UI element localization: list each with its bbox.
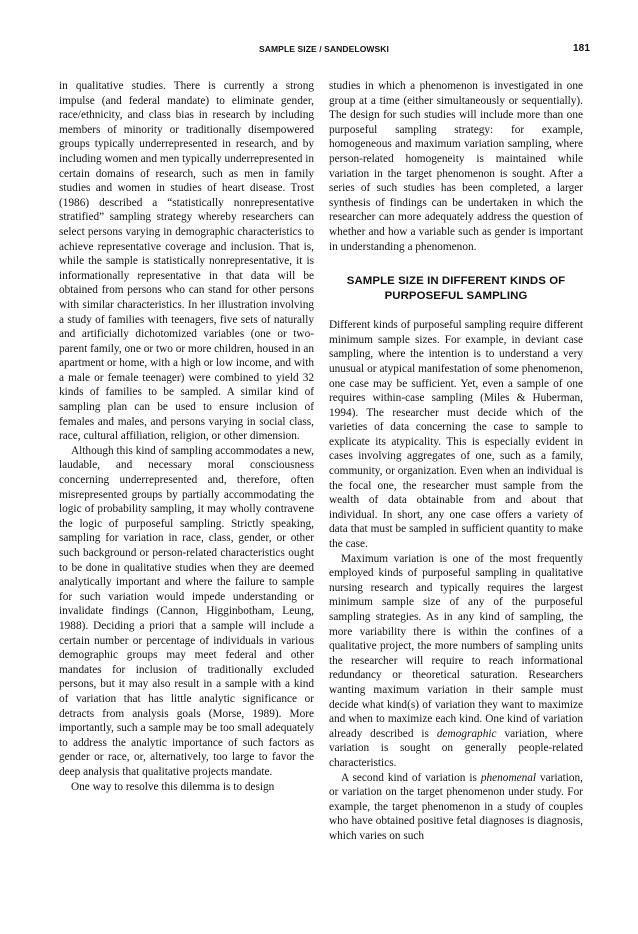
section-heading bbox=[329, 274, 583, 304]
running-head bbox=[58, 43, 590, 57]
left-column bbox=[59, 79, 314, 794]
paragraph: Although this kind of sampling accommodates a new, laudable, and necessary moral consciousness concerning underrepresented and, therefore, often misrepresented groups by partially accommodating the logic of probability sampling, it may wholly contravene the logic of purposeful sampling. Strictly speaking, sampling for variation in race, class, gender, or other such background or person-related characteristics ought to be done in qualitative studies when they are deemed analytically important and where the failure to sample for such variation would impede understanding or invalidate findings (Cannon, Higginbotham, Leung, 1988). Deciding a priori that a sample will include a certain number or percentage of individuals in various demographic groups may meet federal and other mandates for inclusion of traditionally excluded persons, but it may also result in a sample with a kind of variation that has little analytic significance or detracts from analysis goals (Morse, 1989). More importantly, such a sample may be too small adequately to address the analytic importance of such factors as gender or race, or, alternatively, too large to favor the deep analysis that qualitative projects mandate. bbox=[59, 444, 314, 778]
section-heading-line: PURPOSEFUL SAMPLING bbox=[384, 290, 528, 303]
section-heading-line: SAMPLE SIZE IN DIFFERENT KINDS OF bbox=[346, 275, 566, 288]
paragraph-continued: studies in which a phenomenon is investigated in one group at a time (either simultaneously or sequentially). The design for such studies will include more than one purposeful sampling strategy: for example, homogeneous and maximum variation sampling, where person-related homogeneity is maintained while variation in the target phenomenon is sought. After a series of such studies has been completed, a larger synthesis of findings can be undertaken in which the researcher can more adequately address the question of whether and how a variable such as gender is important in understanding a phenomenon. bbox=[329, 80, 583, 253]
paragraph: Different kinds of purposeful sampling require different minimum sample sizes. For example, in deviant case sampling, where the intention is to understand a very unusual or atypical manifestation of some phenomenon, one case may be sufficient. Yet, even a sample of one requires within-case sampling (Miles & Huberman, 1994). The researcher must decide which of the varieties of data concerning the case to sample to explicate its atypicality. This is especially evident in cases involving aggregates of one, such as a family, community, or organization. Even when an individual is the focal one, the researcher must sample from the wealth of data obtainable from and about that individual. In short, any one case offers a variety of data that must be sampled in sufficient quantity to make the case. bbox=[329, 319, 583, 551]
paragraph-text: variation, where variation is sought on generally people-related characteristics. bbox=[329, 727, 583, 769]
running-head-title: SAMPLE SIZE / SANDELOWSKI bbox=[258, 44, 389, 54]
paragraph-text: Maximum variation is one of the most frequently employed kinds of purposeful sampling in qualitative nursing research and typically requires the largest minimum sample size of any of the purposeful sampling strategies. As in any kind of sampling, the more variability there is within the confines of a qualitative project, the more numbers of sampling units the researcher will require to reach informational redundancy or theoretical saturation. Researchers wanting maximum variation in their sample must decide what kind(s) of variation they want to maximize and when to maximize each kind. One kind of variation already described is bbox=[329, 552, 583, 740]
emphasis-text: demographic bbox=[436, 727, 497, 740]
paragraph: One way to resolve this dilemma is to design bbox=[71, 780, 275, 793]
page-number: 181 bbox=[573, 43, 590, 54]
paragraph bbox=[329, 771, 583, 844]
right-column bbox=[329, 79, 583, 844]
paragraph-text: A second kind of variation is bbox=[341, 771, 481, 784]
paragraph bbox=[329, 552, 583, 771]
emphasis-text: phenomenal bbox=[480, 771, 537, 784]
paragraph-continued: in qualitative studies. There is currently a strong impulse (and federal mandate) to eliminate gender, race/ethnicity, and class bias in research by including members of minority or traditionally disempowered groups typically underrepresented in research, and by including women and men typically underrepresented in certain domains of research, such as men in family studies and women in studies of heart disease. Trost (1986) described a “statistically nonrepresentative stratified” sampling strategy whereby researchers can select persons varying in demographic characteristics to achieve representative coverage and inclusion. That is, while the sample is statistically nonrepresentative, it is informationally representative in that data will be obtained from persons who can stand for other persons with similar characteristics. In her illustration involving a study of families with teenagers, five sets of naturally and artificially dichotomized variables (one or two-parent family, one or two or more children, housed in an apartment or home, with a high or low income, and with a male or female teenager) were combined to yield 32 kinds of families to be sampled. A similar kind of sampling plan can be used to ensure inclusion of females and males, and persons varying in social class, race, cultural affiliation, religion, or other dimension. bbox=[59, 80, 314, 443]
paragraph-text: variation, or variation on the target phenomenon under study. For example, the target phenomenon in a study of couples who have obtained positive fetal diagnoses is diagnosis, which varies on such bbox=[329, 771, 583, 842]
